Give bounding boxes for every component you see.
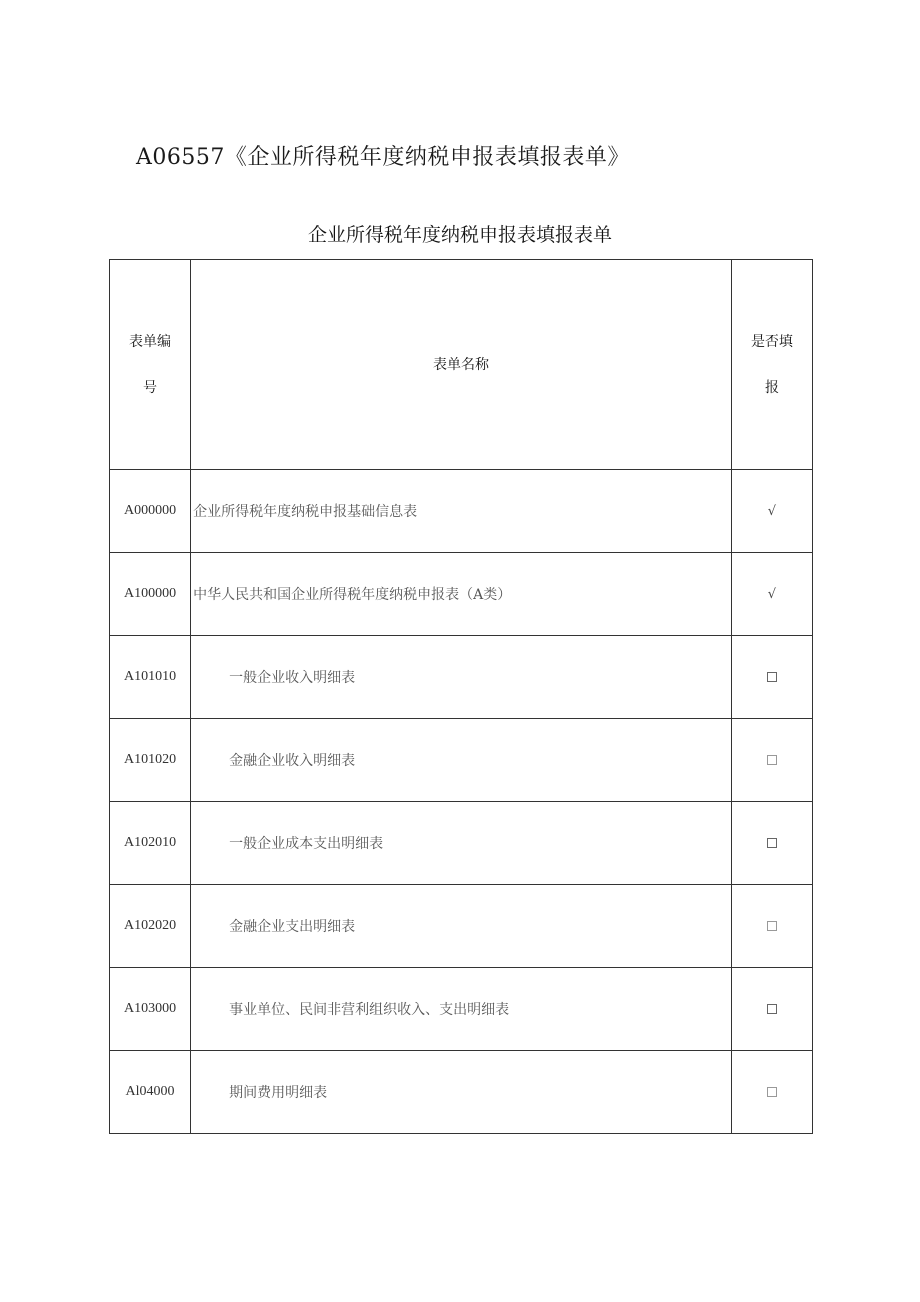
form-code-cell: A103000	[110, 968, 191, 1051]
empty-checkbox-icon[interactable]	[767, 838, 777, 848]
empty-checkbox-icon[interactable]	[767, 1087, 777, 1097]
header-form-code: 表单编 号	[110, 260, 191, 470]
empty-checkbox-icon[interactable]	[767, 672, 777, 682]
form-code-cell: A102020	[110, 885, 191, 968]
form-list-table	[109, 259, 813, 1134]
form-name-cell: 金融企业支出明细表	[191, 885, 732, 968]
form-name-cell: 事业单位、民间非营利组织收入、支出明细表	[191, 968, 732, 1051]
form-name-cell: 金融企业收入明细表	[191, 719, 732, 802]
table-row	[110, 1051, 813, 1134]
table-title: 企业所得税年度纳税申报表填报表单	[307, 224, 612, 246]
form-code-cell: A000000	[110, 470, 191, 553]
table-row	[110, 553, 813, 636]
empty-checkbox-icon[interactable]	[767, 755, 777, 765]
form-name-cell: 企业所得税年度纳税申报基础信息表	[191, 470, 732, 553]
form-code-cell: A101010	[110, 636, 191, 719]
filled-status-cell[interactable]	[731, 802, 812, 885]
form-name-cell: 中华人民共和国企业所得税年度纳税申报表（A类）	[191, 553, 732, 636]
filled-status-cell[interactable]	[731, 968, 812, 1051]
header-filled: 是否填 报	[731, 260, 812, 470]
filled-status-cell[interactable]	[731, 1051, 812, 1134]
table-header-row	[110, 260, 813, 470]
table-row	[110, 802, 813, 885]
header-form-name: 表单名称	[191, 260, 732, 470]
filled-status-cell[interactable]	[731, 885, 812, 968]
check-mark-icon: √	[767, 586, 777, 602]
form-name-cell: 期间费用明细表	[191, 1051, 732, 1134]
form-name-cell: 一般企业成本支出明细表	[191, 802, 732, 885]
filled-status-cell[interactable]	[731, 636, 812, 719]
form-code-cell: A101020	[110, 719, 191, 802]
table-row	[110, 470, 813, 553]
table-row	[110, 636, 813, 719]
filled-status-cell[interactable]	[731, 719, 812, 802]
table-row	[110, 885, 813, 968]
filled-status-cell[interactable]	[731, 553, 812, 636]
filled-status-cell[interactable]	[731, 470, 812, 553]
document-heading: A06557《企业所得税年度纳税申报表填报表单》	[136, 145, 630, 170]
check-mark-icon: √	[767, 503, 777, 519]
form-code-cell: Al04000	[110, 1051, 191, 1134]
table-row	[110, 968, 813, 1051]
form-code-cell: A100000	[110, 553, 191, 636]
table-row	[110, 719, 813, 802]
form-code-cell: A102010	[110, 802, 191, 885]
empty-checkbox-icon[interactable]	[767, 921, 777, 931]
empty-checkbox-icon[interactable]	[767, 1004, 777, 1014]
form-name-cell: 一般企业收入明细表	[191, 636, 732, 719]
